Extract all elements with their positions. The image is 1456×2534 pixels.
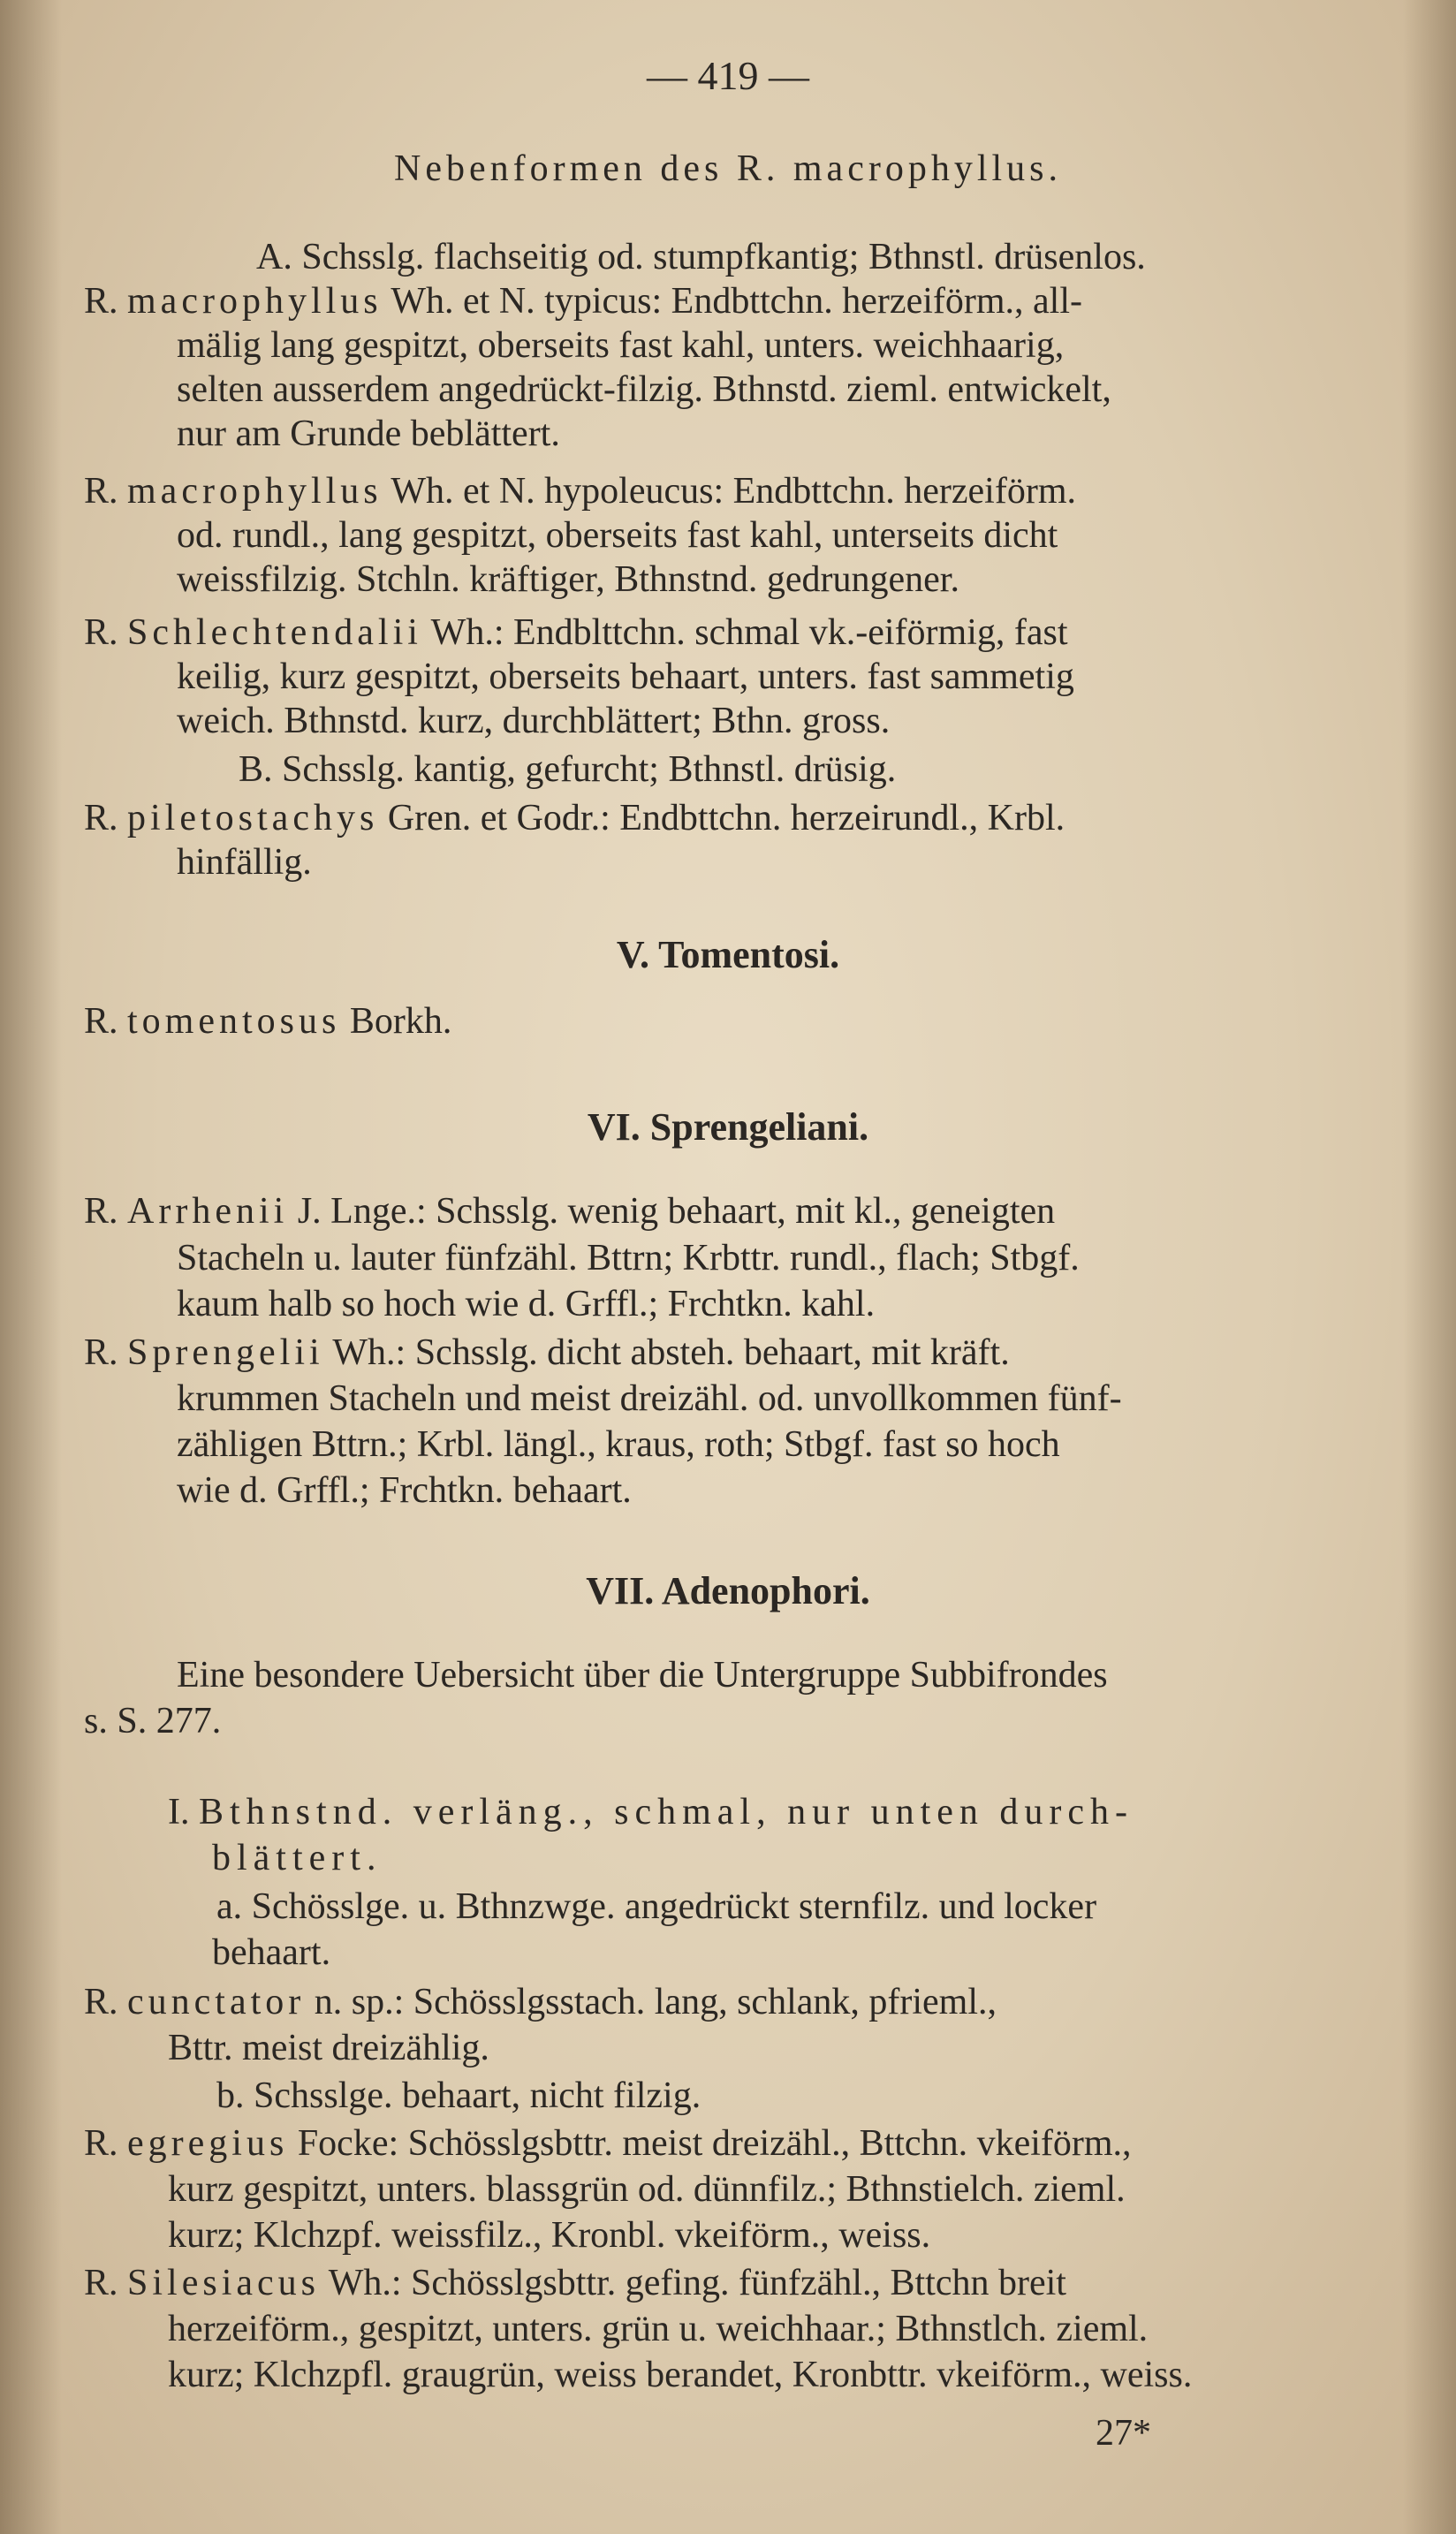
text-line: behaart. — [212, 1932, 331, 1973]
signature-mark: 27* — [1096, 2413, 1151, 2454]
species-name: egregius — [127, 2123, 289, 2164]
page-number: — 419 — — [647, 53, 809, 98]
text-line: hinfällig. — [177, 842, 312, 883]
text-line: A. Schsslg. flachseitig od. stumpfkantig; Bthnstl. drüsenlos. — [256, 237, 1146, 277]
genus-abbrev: R. — [84, 471, 128, 512]
text-fragment: J. Lnge.: Schsslg. wenig behaart, mit kl., geneigten — [288, 1191, 1056, 1232]
text-line — [84, 998, 451, 1044]
species-name: macrophyllus — [127, 471, 383, 512]
text-fragment: Wh. et N. typicus: Endbttchn. herzeiförm., all- — [382, 281, 1082, 322]
text-line — [84, 278, 1082, 324]
text-line: od. rundl., lang gespitzt, oberseits fast kahl, unterseits dicht — [177, 515, 1058, 556]
text-line: Stacheln u. lauter fünfzähl. Bttrn; Krbttr. rundl., flach; Stbgf. — [177, 1238, 1080, 1278]
text-line: Bttr. meist dreizählig. — [168, 2028, 489, 2068]
text-fragment: Gren. et Godr.: Endbttchn. herzeirundl., Krbl. — [378, 798, 1065, 838]
text-line: herzeiförm., gespitzt, unters. grün u. weichhaar.; Bthnstlch. zieml. — [168, 2309, 1149, 2349]
species-name: macrophyllus — [127, 281, 383, 322]
text-line: kaum halb so hoch wie d. Grffl.; Frchtkn. kahl. — [177, 1284, 876, 1324]
text-line: B. Schsslg. kantig, gefurcht; Bthnstl. drüsig. — [239, 749, 897, 790]
text-line: zähligen Bttrn.; Krbl. längl., kraus, roth; Stbgf. fast so hoch — [177, 1424, 1060, 1465]
text-line: krummen Stacheln und meist dreizähl. od. unvollkommen fünf- — [177, 1378, 1122, 1419]
text-line: mälig lang gespitzt, oberseits fast kahl, unters. weichhaarig, — [177, 325, 1065, 366]
text-line: weissfilzig. Stchln. kräftiger, Bthnstnd. gedrungener. — [177, 559, 959, 600]
species-name: Sprengelii — [127, 1332, 324, 1373]
text-line: s. S. 277. — [84, 1701, 222, 1741]
species-name: Arrhenii — [127, 1191, 289, 1232]
section-heading: V. Tomentosi. — [616, 933, 840, 976]
text-line — [84, 795, 1065, 841]
text-line — [84, 1330, 1010, 1376]
text-fragment: Wh.: Endblttchn. schmal vk.-eiförmig, fast — [421, 612, 1068, 653]
text-line: weich. Bthnstd. kurz, durchblättert; Bthn. gross. — [177, 701, 891, 741]
text-line: blättert. — [212, 1838, 383, 1878]
text-line: kurz; Klchzpfl. graugrün, weiss berandet, Kronbttr. vkeiförm., weiss. — [168, 2355, 1193, 2395]
text-line: keilig, kurz gespitzt, oberseits behaart, unters. fast sammetig — [177, 656, 1074, 697]
genus-abbrev: R. — [84, 1191, 128, 1232]
text-fragment: Focke: Schösslgsbttr. meist dreizähl., Bttchn. vkeiförm., — [288, 2123, 1132, 2164]
species-name: cunctator — [127, 1982, 306, 2022]
text-line — [84, 1979, 997, 2025]
genus-abbrev: R. — [84, 798, 128, 838]
species-name: tomentosus — [127, 1001, 341, 1042]
text-fragment: Wh. et N. hypoleucus: Endbttchn. herzeiförm. — [382, 471, 1076, 512]
text-fragment: n. sp.: Schösslgsstach. lang, schlank, pfrieml., — [305, 1982, 997, 2022]
genus-abbrev: R. — [84, 1001, 128, 1042]
text-line: kurz gespitzt, unters. blassgrün od. dünnfilz.; Bthnstielch. zieml. — [168, 2169, 1126, 2210]
page-title: Nebenformen des R. macrophyllus. — [393, 148, 1063, 189]
text-line: a. Schösslge. u. Bthnzwge. angedrückt sternfilz. und locker — [216, 1886, 1097, 1927]
text-line: wie d. Grffl.; Frchtkn. behaart. — [177, 1470, 632, 1511]
text-line: Eine besondere Uebersicht über die Untergruppe Subbifrondes — [177, 1655, 1108, 1696]
species-name: piletostachys — [127, 798, 379, 838]
genus-abbrev: R. — [84, 281, 128, 322]
species-name: Silesiacus — [127, 2263, 320, 2303]
text-line: b. Schsslge. behaart, nicht filzig. — [216, 2075, 701, 2116]
genus-abbrev: R. — [84, 1982, 128, 2022]
genus-abbrev: R. — [84, 2263, 128, 2303]
genus-abbrev: R. — [84, 2123, 128, 2164]
section-heading: VII. Adenophori. — [586, 1569, 870, 1612]
text-line — [84, 1188, 1055, 1234]
text-line — [84, 610, 1068, 656]
genus-abbrev: R. — [84, 612, 128, 653]
text-line: kurz; Klchzpf. weissfilz., Kronbl. vkeiförm., weiss. — [168, 2215, 931, 2256]
text-line — [84, 2121, 1132, 2166]
key-number: I. — [168, 1792, 199, 1832]
text-line — [168, 1789, 1134, 1835]
section-heading: VI. Sprengeliani. — [587, 1105, 869, 1149]
text-line: selten ausserdem angedrückt-filzig. Bthnstd. zieml. entwickelt, — [177, 369, 1111, 410]
text-fragment: Wh.: Schsslg. dicht absteh. behaart, mit kräft. — [323, 1332, 1010, 1373]
text-fragment: Borkh. — [340, 1001, 452, 1042]
genus-abbrev: R. — [84, 1332, 128, 1373]
text-line — [84, 468, 1076, 514]
text-line — [84, 2260, 1066, 2306]
species-name: Schlechtendalii — [127, 612, 422, 653]
key-text: Bthnstnd. verläng., schmal, nur unten durch- — [199, 1792, 1134, 1832]
text-line: nur am Grunde beblättert. — [177, 413, 560, 454]
text-fragment: Wh.: Schösslgsbttr. gefing. fünfzähl., Bttchn breit — [320, 2263, 1066, 2303]
